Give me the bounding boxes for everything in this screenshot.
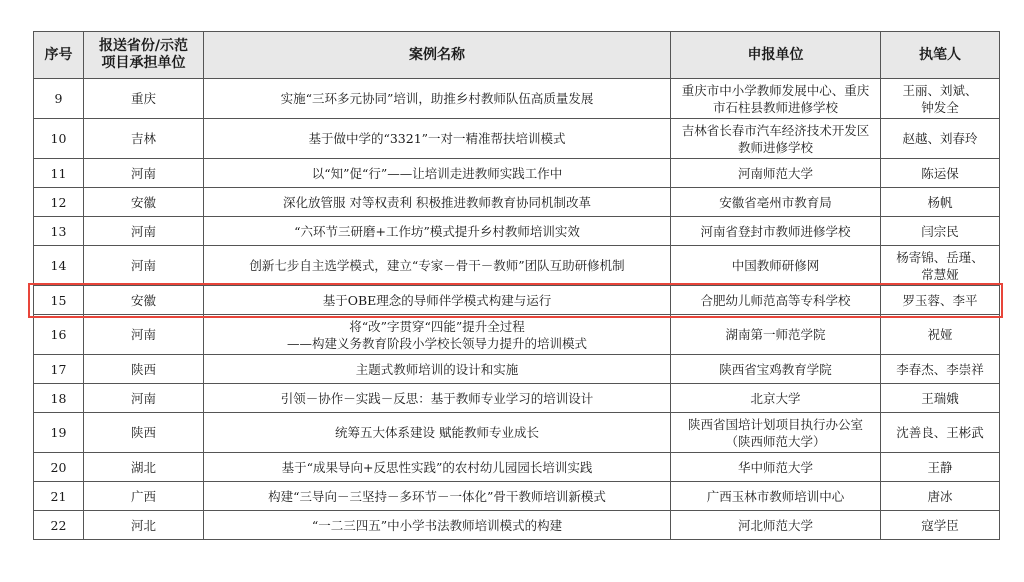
cell-province: 河南 xyxy=(84,384,204,413)
cell-no: 9 xyxy=(34,79,84,119)
cell-case-name xyxy=(204,511,671,540)
cell-case-name-line: 创新七步自主选学模式，建立“专家－骨干－教师”团队互助研修机制 xyxy=(249,258,625,273)
cell-author xyxy=(881,355,1000,384)
cell-author-line: 王瑞娥 xyxy=(921,390,959,406)
cell-unit xyxy=(671,159,881,188)
cell-author xyxy=(881,384,1000,413)
table-row xyxy=(34,217,1000,246)
cell-case-name xyxy=(204,384,671,413)
cell-case-name xyxy=(204,217,671,246)
cell-unit xyxy=(671,217,881,246)
cell-no: 19 xyxy=(34,413,84,453)
cell-author-line: 寇学臣 xyxy=(921,517,959,533)
cell-unit xyxy=(671,511,881,540)
table-header-row xyxy=(34,32,1000,79)
cell-case-name-line: 统筹五大体系建设 赋能教师专业成长 xyxy=(335,425,539,440)
cell-case-name-line: 主题式教师培训的设计和实施 xyxy=(355,361,519,377)
cell-unit-line: 合肥幼儿师范高等专科学校 xyxy=(700,292,851,308)
cell-unit-line: 湖南第一师范学院 xyxy=(725,327,826,342)
cell-unit xyxy=(671,79,881,119)
cell-case-name xyxy=(204,482,671,511)
cell-case-name xyxy=(204,119,671,159)
cell-author xyxy=(881,217,1000,246)
cell-no: 12 xyxy=(34,188,84,217)
cell-case-name xyxy=(204,453,671,482)
cell-province: 河南 xyxy=(84,217,204,246)
cell-province: 陕西 xyxy=(84,355,204,384)
header-unit: 申报单位 xyxy=(671,32,881,79)
cell-no: 18 xyxy=(34,384,84,413)
cell-author-line: 沈善良、王彬武 xyxy=(896,425,984,440)
cell-unit xyxy=(671,315,881,355)
cell-author xyxy=(881,286,1000,315)
cell-no: 15 xyxy=(34,286,84,315)
cell-unit xyxy=(671,482,881,511)
table-row xyxy=(34,453,1000,482)
cell-case-name xyxy=(204,188,671,217)
header-case-name: 案例名称 xyxy=(204,32,671,79)
cell-case-name xyxy=(204,79,671,119)
cell-unit-line: 教师进修学校 xyxy=(737,139,813,155)
cell-unit-line: 吉林省长春市汽车经济技术开发区 xyxy=(681,122,870,138)
cell-author xyxy=(881,453,1000,482)
table-row xyxy=(34,119,1000,159)
table-row xyxy=(34,355,1000,384)
cell-unit-line: 北京大学 xyxy=(750,390,801,406)
cell-case-name-line: 实施“三环多元协同”培训，助推乡村教师队伍高质量发展 xyxy=(280,91,594,106)
cell-author-line: 唐冰 xyxy=(927,488,953,504)
cell-province: 安徽 xyxy=(84,286,204,315)
cell-unit-line: （陕西师范大学） xyxy=(725,433,826,449)
cell-unit xyxy=(671,188,881,217)
cell-case-name-line: 引领－协作－实践－反思：基于教师专业学习的培训设计 xyxy=(280,390,594,406)
cell-unit-line: 市石柱县教师进修学校 xyxy=(712,99,838,115)
cell-author-line: 李春杰、李崇祥 xyxy=(896,361,984,377)
cell-province: 重庆 xyxy=(84,79,204,119)
table-row xyxy=(34,286,1000,315)
table-row xyxy=(34,511,1000,540)
header-no: 序号 xyxy=(34,32,84,79)
cell-author xyxy=(881,159,1000,188)
cell-author xyxy=(881,511,1000,540)
cell-unit xyxy=(671,246,881,286)
cell-author-line: 杨帆 xyxy=(927,194,953,210)
table-row xyxy=(34,315,1000,355)
cell-case-name xyxy=(204,246,671,286)
cell-unit-line: 重庆市中小学教师发展中心、重庆 xyxy=(681,82,870,98)
cell-case-name-line: “六环节三研磨+工作坊”模式提升乡村教师培训实效 xyxy=(294,223,580,239)
cell-case-name-line: 以“知”促“行”——让培训走进教师实践工作中 xyxy=(311,165,563,181)
cell-unit-line: 河北师范大学 xyxy=(737,517,813,533)
cell-unit-line: 陕西省国培计划项目执行办公室 xyxy=(687,416,863,432)
table-row xyxy=(34,384,1000,413)
table-row xyxy=(34,79,1000,119)
cell-no: 11 xyxy=(34,159,84,188)
header-province-line1: 报送省份/示范 xyxy=(98,38,189,54)
cell-unit-line: 广西玉林市教师培训中心 xyxy=(706,488,845,504)
cell-province: 河北 xyxy=(84,511,204,540)
table-body xyxy=(34,79,1000,540)
header-province xyxy=(84,32,204,79)
cell-unit-line: 陕西省宝鸡教育学院 xyxy=(719,361,832,377)
case-table xyxy=(33,31,1000,540)
cell-author-line: 闫宗民 xyxy=(921,223,959,239)
cell-author xyxy=(881,119,1000,159)
cell-province: 安徽 xyxy=(84,188,204,217)
cell-case-name-line: 基于“成果导向+反思性实践”的农村幼儿园园长培训实践 xyxy=(281,459,593,475)
header-author: 执笔人 xyxy=(881,32,1000,79)
cell-case-name xyxy=(204,159,671,188)
cell-case-name xyxy=(204,413,671,453)
cell-province: 湖北 xyxy=(84,453,204,482)
cell-unit-line: 中国教师研修网 xyxy=(731,258,820,273)
cell-author xyxy=(881,246,1000,286)
cell-case-name-line: “一二三四五”中小学书法教师培训模式的构建 xyxy=(311,517,563,533)
cell-province: 河南 xyxy=(84,246,204,286)
cell-province: 河南 xyxy=(84,315,204,355)
cell-case-name-line: 将“改”字贯穿“四能”提升全过程 xyxy=(349,318,525,334)
cell-province: 河南 xyxy=(84,159,204,188)
cell-case-name-line: 基于做中学的“3321”一对一精准帮扶培训模式 xyxy=(308,131,566,146)
table-row xyxy=(34,413,1000,453)
cell-no: 20 xyxy=(34,453,84,482)
cell-author xyxy=(881,188,1000,217)
cell-no: 21 xyxy=(34,482,84,511)
table-row xyxy=(34,246,1000,286)
cell-case-name-line: 构建“三导向－三坚持－多环节－一体化”骨干教师培训新模式 xyxy=(268,488,606,504)
cell-unit xyxy=(671,355,881,384)
cell-author-line: 常慧娅 xyxy=(921,266,959,282)
cell-province: 吉林 xyxy=(84,119,204,159)
cell-case-name-line: 深化放管服 对等权责利 积极推进教师教育协同机制改革 xyxy=(283,194,591,210)
cell-unit xyxy=(671,286,881,315)
cell-unit-line: 华中师范大学 xyxy=(737,459,813,475)
cell-case-name-line: 基于OBE理念的导师伴学模式构建与运行 xyxy=(322,292,552,308)
cell-author-line: 赵越、刘春玲 xyxy=(902,131,978,146)
cell-no: 22 xyxy=(34,511,84,540)
header-province-line2: 项目承担单位 xyxy=(101,55,186,71)
cell-unit xyxy=(671,413,881,453)
cell-case-name-line: ——构建义务教育阶段小学校长领导力提升的培训模式 xyxy=(286,335,587,351)
cell-author-line: 罗玉蓉、李平 xyxy=(902,292,978,308)
cell-author-line: 陈运保 xyxy=(921,165,959,181)
cell-unit xyxy=(671,384,881,413)
cell-author-line: 王静 xyxy=(927,459,953,475)
cell-no: 17 xyxy=(34,355,84,384)
table-row xyxy=(34,159,1000,188)
cell-unit xyxy=(671,119,881,159)
cell-no: 10 xyxy=(34,119,84,159)
cell-province: 广西 xyxy=(84,482,204,511)
table-row xyxy=(34,482,1000,511)
cell-unit-line: 河南省登封市教师进修学校 xyxy=(700,223,851,239)
cell-author xyxy=(881,315,1000,355)
cell-no: 16 xyxy=(34,315,84,355)
cell-author xyxy=(881,79,1000,119)
cell-author-line: 王丽、刘斌、 xyxy=(902,82,978,98)
cell-no: 14 xyxy=(34,246,84,286)
cell-author-line: 祝娅 xyxy=(927,327,953,342)
cell-author xyxy=(881,482,1000,511)
cell-author-line: 杨寄锦、岳瑾、 xyxy=(896,249,984,265)
cell-case-name xyxy=(204,355,671,384)
cell-case-name xyxy=(204,286,671,315)
cell-no: 13 xyxy=(34,217,84,246)
cell-unit-line: 河南师范大学 xyxy=(737,165,813,181)
cell-unit-line: 安徽省亳州市教育局 xyxy=(719,194,832,210)
cell-case-name xyxy=(204,315,671,355)
cell-author xyxy=(881,413,1000,453)
cell-author-line: 钟发全 xyxy=(921,99,959,115)
cell-unit xyxy=(671,453,881,482)
table-row xyxy=(34,188,1000,217)
cell-province: 陕西 xyxy=(84,413,204,453)
